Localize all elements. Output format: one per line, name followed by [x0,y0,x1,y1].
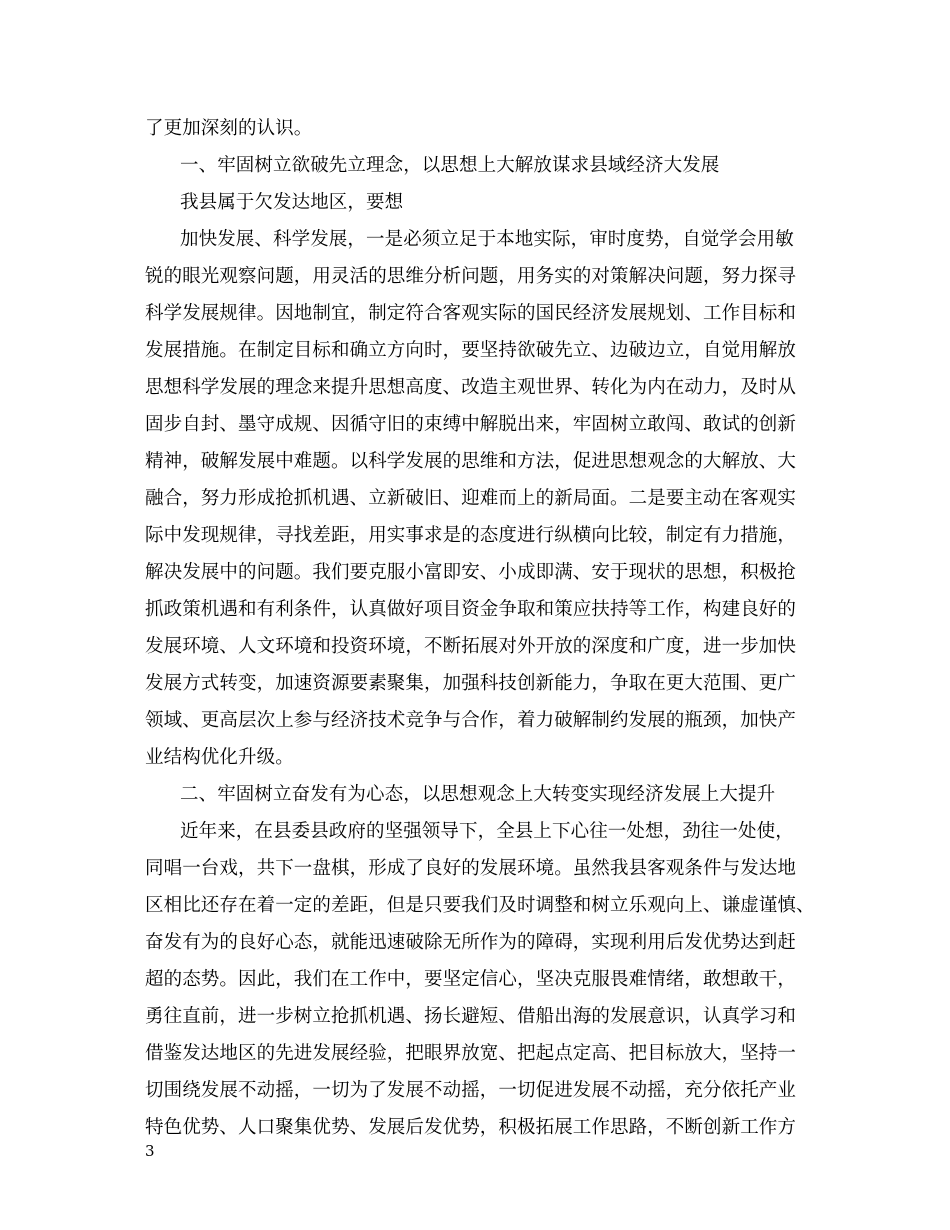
body-text-line: 发展环境、人文环境和投资环境，不断拓展对外开放的深度和广度，进一步加快 [145,636,797,657]
body-text-line: 领域、更高层次上参与经济技术竞争与合作，着力破解制约发展的瓶颈，加快产 [145,710,797,731]
section-heading-2: 二、牢固树立奋发有为心态，以思想观念上大转变实现经济发展上大提升 [180,784,776,805]
body-text-line: 加快发展、科学发展，一是必须立足于本地实际，审时度势，自觉学会用敏 [180,229,794,250]
body-text-line: 切围绕发展不动摇，一切为了发展不动摇，一切促进发展不动摇，充分依托产业 [145,1080,797,1101]
body-text-line: 锐的眼光观察问题，用灵活的思维分析问题，用务实的对策解决问题，努力探寻 [145,266,797,287]
body-text-line: 奋发有为的良好心态，就能迅速破除无所作为的障碍，实现利用后发优势达到赶 [145,932,797,953]
body-text-line: 固步自封、墨守成规、因循守旧的束缚中解脱出来，牢固树立敢闯、敢试的创新 [145,414,797,435]
page-number: 3 [145,1142,155,1160]
body-text-line: 抓政策机遇和有利条件，认真做好项目资金争取和策应扶持等工作，构建良好的 [145,599,797,620]
section-heading-1: 一、牢固树立欲破先立理念，以思想上大解放谋求县域经济大发展 [180,155,720,176]
body-text-line: 融合，努力形成抢抓机遇、立新破旧、迎难而上的新局面。二是要主动在客观实 [145,488,797,509]
body-text-line: 区相比还存在着一定的差距，但是只要我们及时调整和树立乐观向上、谦虚谨慎、 [145,895,815,916]
body-text-line: 同唱一台戏，共下一盘棋，形成了良好的发展环境。虽然我县客观条件与发达地 [145,858,797,879]
body-text-line: 了更加深刻的认识。 [145,118,313,139]
body-text-line: 超的态势。因此，我们在工作中，要坚定信心，坚决克服畏难情绪，敢想敢干， [145,969,797,990]
body-text-line: 发展方式转变，加速资源要素聚集，加强科技创新能力，争取在更大范围、更广 [145,673,797,694]
body-text-line: 发展措施。在制定目标和确立方向时，要坚持欲破先立、边破边立，自觉用解放 [145,340,797,361]
body-text-line: 借鉴发达地区的先进发展经验，把眼界放宽、把起点定高、把目标放大，坚持一 [145,1043,797,1064]
body-text-line: 近年来，在县委县政府的坚强领导下，全县上下心往一处想，劲往一处使， [180,821,794,842]
body-text-line: 精神，破解发展中难题。以科学发展的思维和方法，促进思想观念的大解放、大 [145,451,797,472]
body-text-line: 我县属于欠发达地区，要想 [180,192,404,213]
body-text-line: 勇往直前，进一步树立抢抓机遇、扬长避短、借船出海的发展意识，认真学习和 [145,1006,797,1027]
body-text-line: 解决发展中的问题。我们要克服小富即安、小成即满、安于现状的思想，积极抢 [145,562,797,583]
body-text-line: 业结构优化升级。 [145,747,294,768]
body-text-line: 特色优势、人口聚集优势、发展后发优势，积极拓展工作思路，不断创新工作方 [145,1117,797,1138]
body-text-line: 际中发现规律，寻找差距，用实事求是的态度进行纵横向比较，制定有力措施， [145,525,797,546]
body-text-line: 科学发展规律。因地制宜，制定符合客观实际的国民经济发展规划、工作目标和 [145,303,797,324]
body-text-line: 思想科学发展的理念来提升思想高度、改造主观世界、转化为内在动力，及时从 [145,377,797,398]
